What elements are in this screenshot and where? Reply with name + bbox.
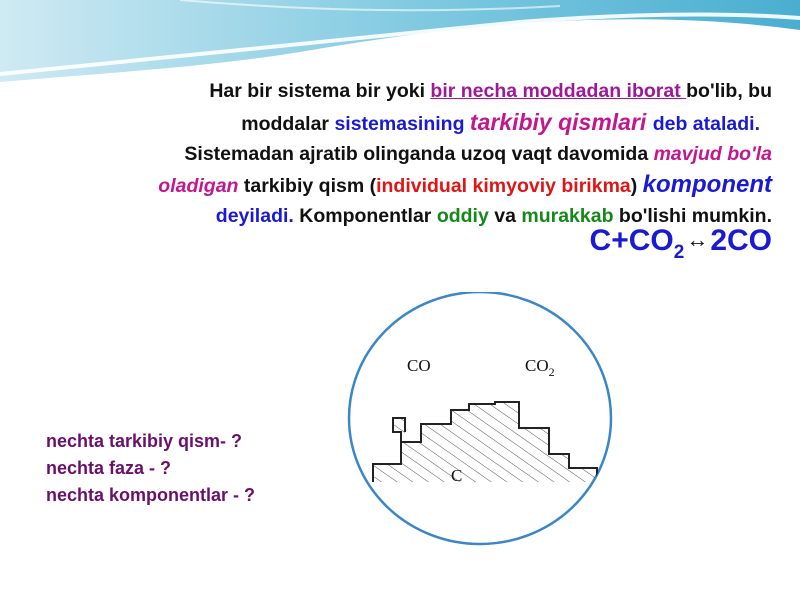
equation-left: C+CO — [589, 224, 674, 257]
highlight-term: komponent — [642, 170, 772, 198]
system-diagram — [345, 292, 615, 554]
highlight-term: tarkibiy qismlari — [469, 108, 653, 135]
highlight-word: sistemasining — [334, 112, 470, 135]
highlight-word: murakkab — [521, 205, 614, 227]
question-item: nechta komponentlar - ? — [46, 485, 256, 505]
paragraph-line-2 — [60, 107, 772, 140]
text-segment: va — [488, 205, 522, 227]
paragraph-line-1 — [60, 76, 772, 107]
text-segment: moddalar — [241, 112, 335, 135]
text-segment: tarkibiy qism ( — [238, 174, 377, 197]
highlight-word: deyiladi. — [215, 205, 294, 227]
text-segment: Sistemadan ajratib olinganda uzoq vaqt davomida — [184, 143, 654, 165]
paragraph-line-4 — [60, 170, 772, 202]
text-segment: Har bir sistema bir yoki — [209, 80, 431, 102]
chemical-equation — [590, 224, 772, 264]
label-solid-c: C — [451, 466, 463, 485]
text-segment: bo'lib, bu — [686, 80, 772, 102]
label-co2-text: CO — [525, 356, 549, 375]
highlight-word: deb ataladi. — [652, 112, 760, 135]
question-item: nechta faza - ? — [46, 458, 172, 478]
questions-list — [46, 428, 255, 509]
question-item: nechta tarkibiy qism- ? — [46, 431, 243, 451]
definition-paragraph — [60, 76, 772, 232]
equation-subscript: 2 — [673, 242, 685, 263]
highlight-word: oddiy — [436, 205, 489, 227]
equation-right: 2CO — [710, 224, 772, 257]
text-segment: Komponentlar — [293, 205, 437, 227]
equilibrium-arrow-icon: ↔ — [686, 227, 709, 252]
text-segment: bo'lishi mumkin. — [613, 205, 772, 227]
label-co2-subscript: 2 — [548, 365, 555, 379]
text-segment: ) — [630, 174, 643, 197]
label-co: CO — [407, 356, 431, 375]
highlight-phrase: individual kimyoviy birikma — [376, 174, 631, 197]
paragraph-line-3 — [60, 139, 772, 170]
highlight-phrase: bir necha moddadan iborat — [430, 80, 687, 102]
highlight-phrase: mavjud bo'la — [653, 143, 772, 165]
highlight-phrase: oladigan — [158, 174, 239, 197]
